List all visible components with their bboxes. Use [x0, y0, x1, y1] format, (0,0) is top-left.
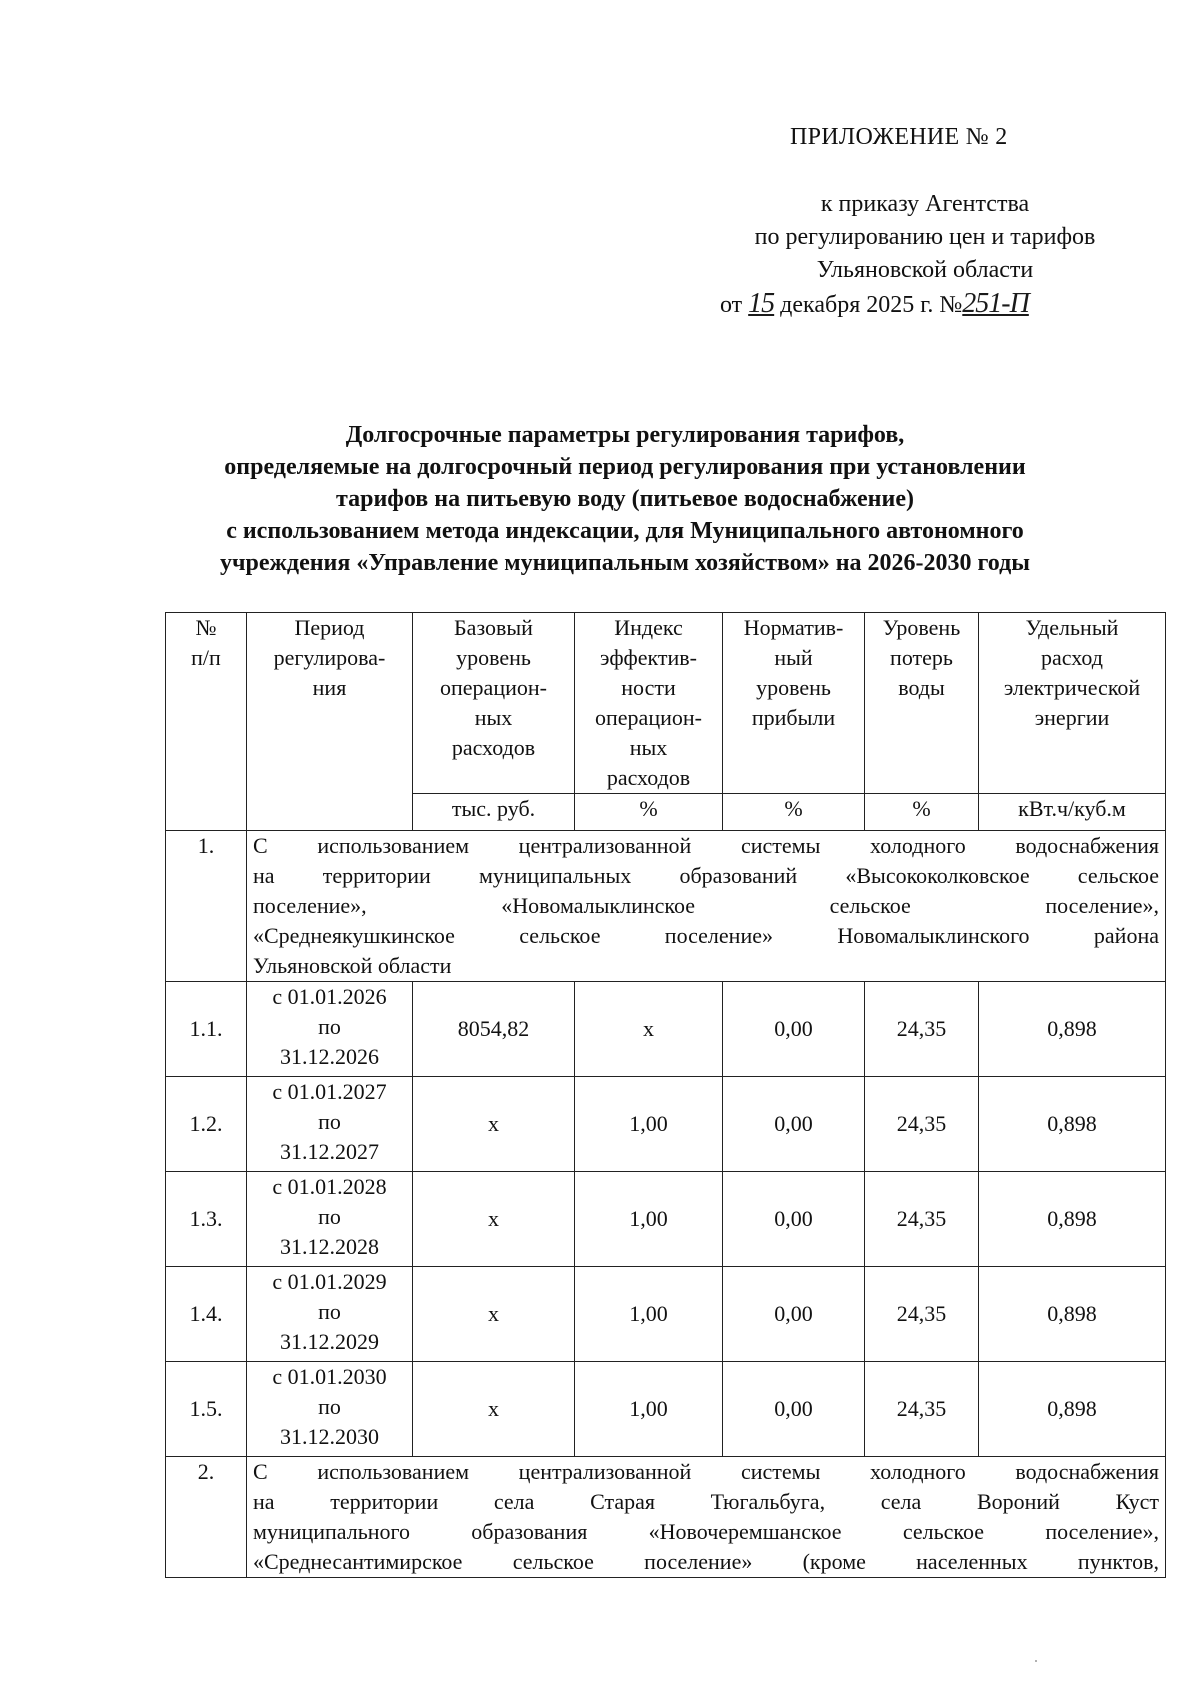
- handwritten-order-number: 251-П: [962, 288, 1029, 319]
- section-description: С использованием централизованной системы холодного водоснабжения на территории муниципальных образований «Высококолковское сельское поселение», «Новомалыклинское сельское поселение», «Среднеякушкинское сельское поселение» Новомалыклинского района Ульяновской области: [247, 831, 1166, 982]
- section-description: С использованием централизованной системы холодного водоснабжения на территории села Старая Тюгальбуга, села Вороний Куст муниципального образования «Новочеремшанское сельское поселение», «Среднесантимирское сельское поселение» (кроме населенных пунктов,: [247, 1457, 1166, 1578]
- date-rest: декабря 2025 г. №: [780, 292, 963, 318]
- unit-losses: %: [865, 794, 979, 831]
- row-profit: 0,00: [723, 1362, 865, 1457]
- row-losses: 24,35: [865, 982, 979, 1077]
- row-energy: 0,898: [979, 1267, 1166, 1362]
- header-energy-consumption: Удельный расход электрической энергии: [979, 613, 1166, 794]
- section-row: [166, 831, 1166, 982]
- date-prefix: от: [720, 292, 743, 318]
- row-period: с 01.01.2027 по 31.12.2027: [247, 1077, 413, 1172]
- row-base: х: [413, 1267, 575, 1362]
- appendix-title: ПРИЛОЖЕНИЕ № 2: [790, 124, 1008, 150]
- unit-index: %: [575, 794, 723, 831]
- unit-base: тыс. руб.: [413, 794, 575, 831]
- handwritten-day: 15: [748, 288, 775, 319]
- row-base: 8054,82: [413, 982, 575, 1077]
- row-index: 1,00: [575, 1172, 723, 1267]
- row-num: 1.1.: [166, 982, 247, 1077]
- row-num: 1.3.: [166, 1172, 247, 1267]
- unit-energy: кВт.ч/куб.м: [979, 794, 1166, 831]
- row-losses: 24,35: [865, 1172, 979, 1267]
- row-losses: 24,35: [865, 1362, 979, 1457]
- row-index: 1,00: [575, 1362, 723, 1457]
- title-line: тарифов на питьевую воду (питьевое водоснабжение): [336, 486, 914, 512]
- header-num: № п/п: [166, 613, 247, 831]
- row-index: 1,00: [575, 1267, 723, 1362]
- section-num: 1.: [166, 831, 247, 982]
- row-num: 1.5.: [166, 1362, 247, 1457]
- header-efficiency-index: Индекс эффектив- ности операцион- ных расходов: [575, 613, 723, 794]
- row-profit: 0,00: [723, 1172, 865, 1267]
- title-line: учреждения «Управление муниципальным хозяйством» на 2026-2030 годы: [219, 550, 1030, 576]
- header-water-losses: Уровень потерь воды: [865, 613, 979, 794]
- row-losses: 24,35: [865, 1077, 979, 1172]
- order-line: Ульяновской области: [816, 257, 1034, 283]
- header-base-costs: Базовый уровень операцион- ных расходов: [413, 613, 575, 794]
- table-header-row: [166, 613, 1166, 794]
- row-energy: 0,898: [979, 1077, 1166, 1172]
- row-index: х: [575, 982, 723, 1077]
- title-line: Долгосрочные параметры регулирования тарифов,: [345, 422, 905, 448]
- row-num: 1.4.: [166, 1267, 247, 1362]
- parameters-table: [165, 612, 1166, 1578]
- section-num: 2.: [166, 1457, 247, 1578]
- order-date-line: [700, 287, 1150, 322]
- row-energy: 0,898: [979, 1172, 1166, 1267]
- row-losses: 24,35: [865, 1267, 979, 1362]
- row-profit: 0,00: [723, 982, 865, 1077]
- row-period: с 01.01.2028 по 31.12.2028: [247, 1172, 413, 1267]
- row-num: 1.2.: [166, 1077, 247, 1172]
- order-line: по регулированию цен и тарифов: [754, 224, 1096, 250]
- row-base: х: [413, 1077, 575, 1172]
- row-period: с 01.01.2029 по 31.12.2029: [247, 1267, 413, 1362]
- row-base: х: [413, 1362, 575, 1457]
- row-base: х: [413, 1172, 575, 1267]
- title-line: определяемые на долгосрочный период регулирования при установлении: [224, 454, 1026, 480]
- row-index: 1,00: [575, 1077, 723, 1172]
- header-profit-level: Норматив- ный уровень прибыли: [723, 613, 865, 794]
- document-title: [130, 419, 1120, 579]
- unit-profit: %: [723, 794, 865, 831]
- order-reference: [700, 188, 1150, 322]
- row-energy: 0,898: [979, 982, 1166, 1077]
- row-period: с 01.01.2030 по 31.12.2030: [247, 1362, 413, 1457]
- table-row: [166, 1172, 1166, 1267]
- row-period: с 01.01.2026 по 31.12.2026: [247, 982, 413, 1077]
- table-row: [166, 1077, 1166, 1172]
- table-row: [166, 1267, 1166, 1362]
- table-row: [166, 1362, 1166, 1457]
- title-line: с использованием метода индексации, для Муниципального автономного: [226, 518, 1024, 544]
- table-row: [166, 982, 1166, 1077]
- scan-speck: [1035, 1660, 1037, 1662]
- row-energy: 0,898: [979, 1362, 1166, 1457]
- row-profit: 0,00: [723, 1267, 865, 1362]
- row-profit: 0,00: [723, 1077, 865, 1172]
- section-row: [166, 1457, 1166, 1578]
- order-line: к приказу Агентства: [820, 191, 1030, 217]
- header-period: Период регулирова- ния: [247, 613, 413, 831]
